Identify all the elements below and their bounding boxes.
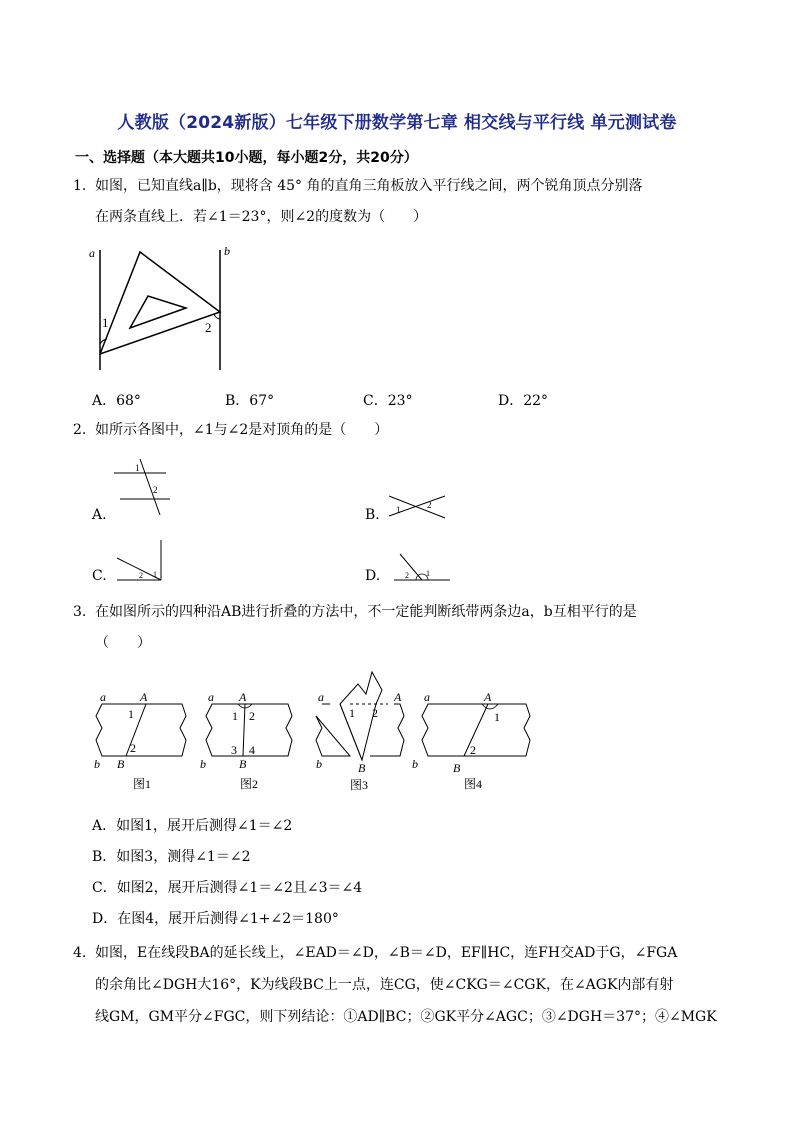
q2-figure-b	[387, 492, 449, 522]
line-a-label: a	[100, 690, 106, 704]
exam-title: 人教版（2024新版）七年级下册数学第七章 相交线与平行线 单元测试卷	[117, 113, 677, 133]
question-3	[73, 597, 723, 659]
line-a-label: a	[318, 690, 324, 704]
line-a-label: a	[89, 246, 95, 260]
q2-figure-c	[115, 538, 170, 583]
q3-option-d[interactable]: D．在图4，展开后测得∠1+∠2＝180°	[92, 911, 339, 927]
angle-1-label: 1	[128, 707, 134, 721]
question-text-line: 线GM，GM平分∠FGC，则下列结论：①AD∥BC；②GK平分∠AGC；③∠DGH＝37°；④∠MGK	[95, 1009, 717, 1025]
figure-caption: 图2	[240, 777, 259, 791]
q1-option-b[interactable]: B．67°	[225, 393, 275, 409]
q1-option-a[interactable]: A．68°	[92, 393, 141, 409]
angle-2-label: 2	[249, 709, 255, 723]
angle-1-label: 1	[232, 709, 238, 723]
line-a-label: a	[208, 690, 214, 704]
question-text-line: 如图，E在线段BA的延长线上，∠EAD＝∠D，∠B＝∠D，EF∥HC，连FH交AD于G，∠FGA	[95, 945, 678, 961]
q3-option-a[interactable]: A．如图1，展开后测得∠1＝∠2	[92, 818, 293, 834]
question-text-line: 如所示各图中，∠1与∠2是对顶角的是（ ）	[95, 422, 389, 438]
point-b-label: B	[453, 761, 461, 775]
question-text-line: 如图，已知直线a∥b，现将含 45° 角的直角三角板放入平行线之间，两个锐角顶点分别落	[95, 178, 643, 194]
question-number: 4.	[73, 945, 87, 961]
line-b-label: b	[94, 757, 100, 771]
question-text-line: （ ）	[95, 635, 151, 651]
q1-option-c[interactable]: C．23°	[363, 393, 413, 409]
angle-2-label: 2	[470, 743, 476, 757]
q2-option-c[interactable]: C.	[92, 568, 107, 584]
line-b-label: b	[412, 757, 418, 771]
angle-2-label: 2	[372, 706, 378, 720]
q2-option-a[interactable]: A.	[92, 507, 107, 523]
q2-figure-d	[392, 550, 452, 582]
q2-option-d[interactable]: D.	[365, 568, 381, 584]
figure-caption: 图1	[133, 777, 152, 791]
point-b-label: B	[358, 761, 366, 775]
question-4	[73, 937, 723, 1033]
line-a-label: a	[424, 690, 430, 704]
question-text-line: 的余角比∠DGH大16°，K为线段BC上一点，连CG，使∠CKG＝∠CGK，在∠AGK内部有射	[95, 977, 674, 993]
question-2	[73, 415, 723, 446]
question-1	[73, 171, 723, 233]
angle-2-label: 2	[405, 571, 409, 580]
angle-1-label: 1	[349, 706, 355, 720]
angle-1-label: 1	[153, 570, 157, 579]
q3-option-c[interactable]: C．如图2，展开后测得∠1＝∠2且∠3＝∠4	[92, 880, 363, 896]
q1-option-d[interactable]: D．22°	[498, 393, 549, 409]
question-text-line: 在两条直线上．若∠1＝23°，则∠2的度数为（ ）	[95, 209, 428, 225]
angle-2-label: 2	[205, 320, 212, 335]
point-a-label: A	[140, 690, 148, 704]
angle-2-label: 2	[130, 741, 136, 755]
section-heading: 一、选择题（本大题共10小题，每小题2分，共20分）	[75, 150, 418, 166]
q2-option-b[interactable]: B.	[365, 507, 380, 523]
line-b-label: b	[200, 757, 206, 771]
point-a-label: A	[394, 690, 402, 704]
angle-1-label: 1	[396, 505, 401, 515]
angle-1-label: 1	[494, 710, 500, 724]
q3-figure-1	[90, 688, 190, 798]
question-text-line: 在如图所示的四种沿AB进行折叠的方法中，不一定能判断纸带两条边a，b互相平行的是	[95, 604, 637, 620]
q3-figure-2	[200, 688, 300, 798]
angle-4-label: 4	[249, 743, 255, 757]
angle-1-label: 1	[102, 315, 109, 330]
line-b-label: b	[224, 244, 230, 258]
q3-figure-4	[412, 688, 537, 798]
q2-figure-a	[112, 455, 172, 517]
question-number: 2.	[73, 422, 87, 438]
figure-caption: 图4	[464, 777, 483, 791]
figure-caption: 图3	[350, 778, 369, 792]
angle-2-label: 2	[427, 500, 432, 510]
point-a-label: A	[484, 690, 492, 704]
q3-figure-3	[310, 668, 410, 798]
angle-2-label: 2	[153, 485, 158, 495]
angle-1-label: 1	[135, 463, 140, 473]
point-a-label: A	[239, 690, 247, 704]
angle-3-label: 3	[231, 743, 237, 757]
angle-2-label: 2	[139, 571, 143, 580]
point-b-label: B	[117, 757, 125, 771]
question-number: 3.	[73, 604, 87, 620]
question-number: 1.	[73, 178, 87, 194]
q3-option-b[interactable]: B．如图3，测得∠1＝∠2	[92, 849, 251, 865]
point-b-label: B	[239, 757, 247, 771]
line-b-label: b	[316, 757, 322, 771]
q1-triangle-figure	[86, 242, 236, 372]
angle-1-label: 1	[426, 569, 430, 578]
